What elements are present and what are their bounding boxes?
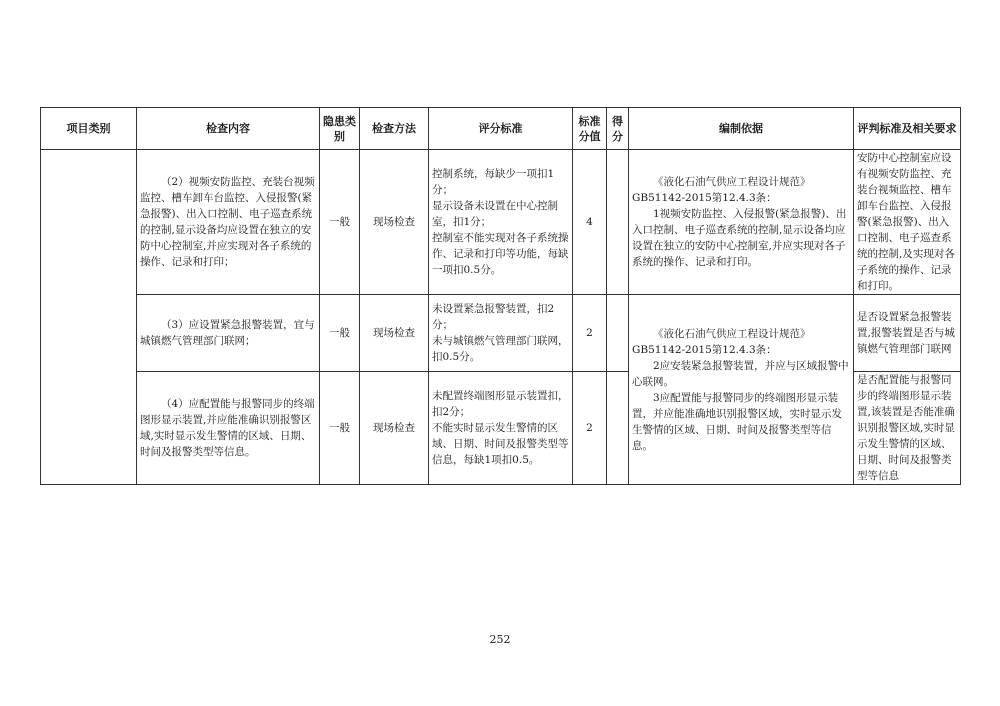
got-cell	[607, 295, 629, 372]
table-row	[41, 295, 961, 372]
header-basis: 编制依据	[629, 108, 854, 150]
basis-cell	[629, 150, 854, 295]
basis-clause: 2应安装紧急报警装置，并应与区域报警中心联网。	[632, 359, 849, 388]
requirements-cell: 是否设置紧急报警装置,报警装置是否与城镇燃气管理部门联网	[854, 295, 961, 372]
basis-title: 《液化石油气供应工程设计规范》GB51142-2015第12.4.3条：	[632, 327, 811, 356]
category-cell	[41, 150, 137, 485]
hazard-cell: 一般	[320, 372, 360, 485]
content-cell: （2）视频安防监控、充装台视频监控、槽车卸车台监控、入侵报警(紧急报警)、出入口控制、电子巡查系统的控制,显示设备均应设置在独立的安防中心控制室,并应实现对各子系统的操作、记录和打印；	[137, 150, 320, 295]
content-cell: （3）应设置紧急报警装置，宜与城镇燃气管理部门联网；	[137, 295, 320, 372]
score-cell: 2	[573, 295, 607, 372]
header-got: 得分	[607, 108, 629, 150]
method-cell: 现场检查	[360, 372, 429, 485]
table-header-row	[41, 108, 961, 150]
header-method: 检查方法	[360, 108, 429, 150]
header-category: 项目类别	[41, 108, 137, 150]
page-number: 252	[489, 633, 511, 646]
table-row	[41, 150, 961, 295]
basis-clause: 3应配置能与报警同步的终端图形显示装置，并应能准确地识别报警区域，实时显示发生警情的区域、日期、时间及报警类型等信息。	[632, 391, 842, 452]
method-cell: 现场检查	[360, 150, 429, 295]
basis-title: 《液化石油气供应工程设计规范》GB51142-2015第12.4.3条：	[632, 176, 811, 204]
score-cell: 2	[573, 372, 607, 485]
hazard-cell: 一般	[320, 295, 360, 372]
criteria-cell: 未配置终端图形显示装置扣，扣2分； 不能实时显示发生警情的区域、日期、时间及报警类型等信息，每缺1项扣0.5。	[429, 372, 573, 485]
inspection-table	[40, 107, 961, 485]
header-criteria: 评分标准	[429, 108, 573, 150]
header-score: 标准分值	[573, 108, 607, 150]
got-cell	[607, 372, 629, 485]
requirements-cell: 安防中心控制室应设有视频安防监控、充装台视频监控、槽车卸车台监控、入侵报警(紧急报警)、出入口控制、电子巡查系统的控制,及实现对各子系统的操作、记录和打印。	[854, 150, 961, 295]
header-hazard: 隐患类别	[320, 108, 360, 150]
basis-clause: 1视频安防监控、入侵报警(紧急报警)、出入口控制、电子巡查系统的控制,显示设备均应设置在独立的安防中心控制室,并应实现对各子系统的操作、记录和打印。	[632, 208, 847, 268]
method-cell: 现场检查	[360, 295, 429, 372]
requirements-cell: 是否配置能与报警同步的终端图形显示装置,该装置是否能准确识别报警区域,实时显示发生警情的区域、日期、时间及报警类型等信息	[854, 372, 961, 485]
got-cell	[607, 150, 629, 295]
header-requirements: 评判标准及相关要求	[854, 108, 961, 150]
header-content: 检查内容	[137, 108, 320, 150]
basis-cell	[629, 295, 854, 485]
content-cell: （4）应配置能与报警同步的终端图形显示装置,并应能准确识别报警区域,实时显示发生警情的区域、日期、时间及报警类型等信息。	[137, 372, 320, 485]
criteria-cell: 控制系统，每缺少一项扣1分； 显示设备未设置在中心控制室，扣1分； 控制室不能实现对各子系统操作、记录和打印等功能，每缺一项扣0.5分。	[429, 150, 573, 295]
hazard-cell: 一般	[320, 150, 360, 295]
criteria-cell: 未设置紧急报警装置，扣2分； 未与城镇燃气管理部门联网，扣0.5分。	[429, 295, 573, 372]
score-cell: 4	[573, 150, 607, 295]
